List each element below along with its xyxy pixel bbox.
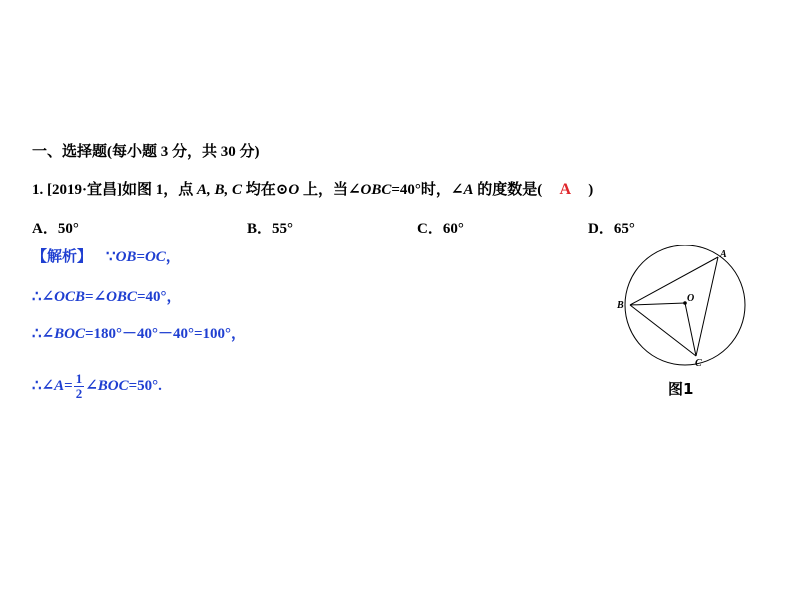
solution-expr-1: OB=OC: [115, 249, 166, 265]
solution-line-4: [32, 372, 162, 401]
label-a: A: [720, 249, 727, 260]
segment-bc: [630, 305, 696, 356]
equals-sign: =: [64, 377, 73, 394]
angle-boc: BOC: [54, 326, 85, 342]
segment-oc: [685, 303, 696, 356]
fraction-one-half: [74, 372, 85, 401]
angle-symbol: ∠: [85, 377, 98, 394]
angle-ocb: OCB: [54, 289, 85, 305]
solution-value-2: =40°，: [136, 289, 182, 305]
therefore-angle-2: ∴∠: [32, 289, 55, 305]
question-text-1: 均在⊙: [242, 182, 289, 198]
segment-bo: [630, 303, 685, 305]
question-1: [32, 178, 593, 199]
question-angle-a: A: [463, 182, 474, 198]
solution-value-4: =50°.: [128, 377, 162, 394]
segment-ba: [630, 257, 718, 305]
eq-angle-2: =∠: [84, 289, 107, 305]
because-symbol: ∵: [106, 249, 116, 265]
label-o: O: [687, 293, 695, 304]
question-text-2: 上，当∠: [299, 182, 361, 198]
option-b: B．55°: [247, 221, 294, 237]
solution-line-2: [32, 285, 181, 306]
solution-line-3: [32, 322, 246, 343]
circle-figure: [608, 245, 748, 370]
question-text-4: 的度数是(: [473, 182, 543, 198]
angle-obc: OBC: [106, 289, 137, 305]
question-prefix: 1. [2019·宜昌]如图 1，点: [32, 182, 197, 198]
question-text-3: =40°时，∠: [391, 182, 464, 198]
solution-punct-1: ，: [165, 249, 181, 265]
therefore-angle-4: ∴∠: [32, 377, 55, 394]
section-title: 一、选择题(每小题 3 分，共 30 分): [32, 144, 260, 160]
segment-ac: [696, 257, 718, 356]
angle-boc-2: BOC: [97, 377, 129, 394]
question-points: A, B, C: [197, 182, 243, 198]
answer-letter: A: [559, 181, 572, 198]
question-angle-obc: OBC: [360, 182, 392, 198]
question-close-paren: ): [588, 182, 594, 198]
figure-caption: 图1: [668, 380, 694, 398]
angle-a: A: [54, 377, 65, 394]
solution-tag: 【解析】: [32, 249, 93, 265]
solution-value-3: =180°－40°－40°=100°，: [84, 326, 247, 342]
option-a: A．50°: [32, 221, 79, 237]
fraction-denominator: 2: [75, 386, 83, 401]
solution-line-1: [32, 245, 181, 266]
therefore-angle-3: ∴∠: [32, 326, 55, 342]
option-c: C．60°: [417, 221, 464, 237]
fraction-numerator: 1: [75, 371, 83, 386]
option-d: D．65°: [588, 221, 635, 237]
label-c: C: [695, 358, 702, 369]
question-circle-o: O: [288, 182, 300, 198]
label-b: B: [617, 300, 624, 311]
